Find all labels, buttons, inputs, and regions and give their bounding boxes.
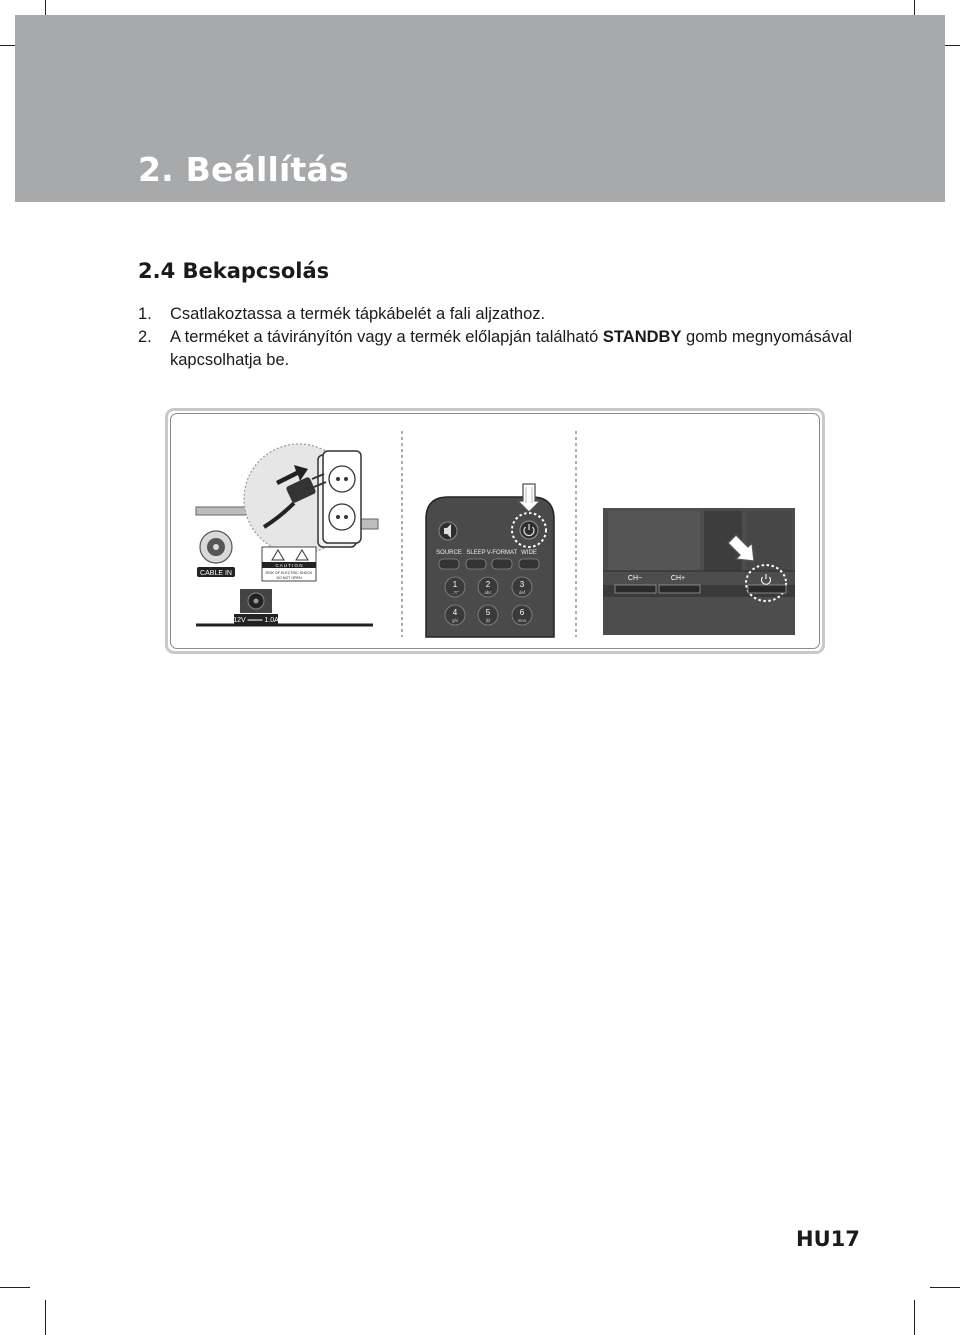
key-5: [478, 605, 498, 625]
remote-power-button-icon: [520, 521, 538, 539]
caution-label: C A U T I O N: [275, 563, 303, 568]
svg-text:2: 2: [485, 580, 491, 589]
caution-line1: RISK OF ELECTRIC SHOCK: [265, 571, 313, 575]
v-format-button: [492, 559, 512, 569]
mute-button-icon: [439, 522, 457, 540]
wall-socket-icon: [318, 451, 361, 547]
wide-label: WIDE: [521, 550, 537, 556]
key-3: [512, 577, 532, 597]
key-6: [512, 605, 532, 625]
caution-line2: DO NOT OPEN: [276, 576, 302, 580]
crop-mark: [930, 1287, 960, 1288]
step-number: 1.: [138, 305, 152, 323]
ch-plus-button: [659, 585, 700, 593]
step-text-part: A terméket a távirányítón vagy a termék előlapján található: [170, 328, 603, 346]
step-text: Csatlakoztassa a termék tápkábelét a fali aljzathoz.: [170, 305, 546, 323]
key-1: [445, 577, 465, 597]
v-format-label: V-FORMAT: [486, 550, 518, 556]
key-4: [445, 605, 465, 625]
crop-mark: [914, 1300, 915, 1335]
svg-text:abc: abc: [484, 590, 492, 595]
remote-control-illustration: [426, 484, 554, 637]
svg-text:1: 1: [452, 580, 458, 589]
svg-text:.,?!": .,?!": [451, 590, 459, 595]
svg-text:5: 5: [485, 608, 491, 617]
page-number: HU17: [796, 1227, 860, 1251]
step-text: [170, 326, 898, 372]
front-panel-illustration: [603, 508, 795, 635]
sleep-button: [466, 559, 486, 569]
crop-mark: [0, 1287, 30, 1288]
cable-in-connector-icon: [197, 531, 235, 577]
step-item: [138, 326, 898, 372]
step-text-part: gomb megnyomásával kapcsolhatja be.: [170, 328, 853, 369]
chapter-title: 2. Beállítás: [138, 150, 349, 189]
dc-power-jack-icon: [233, 589, 279, 624]
sleep-label: SLEEP: [466, 550, 486, 556]
section-title: 2.4 Bekapcsolás: [138, 259, 330, 283]
svg-text:3: 3: [519, 580, 525, 589]
standby-keyword: STANDBY: [602, 328, 682, 346]
standby-button: [748, 585, 786, 593]
power-rating-label: 12V ═══ 1.0A: [233, 617, 279, 624]
steps-list: [138, 303, 898, 372]
source-label: SOURCE: [436, 550, 462, 556]
wide-button: [519, 559, 539, 569]
cable-in-label: CABLE IN: [200, 570, 232, 577]
svg-text:ghi: ghi: [451, 618, 459, 623]
crop-mark: [45, 1300, 46, 1335]
svg-text:jkl: jkl: [485, 618, 491, 623]
step-item: [138, 303, 898, 326]
ch-minus-button: [615, 585, 656, 593]
ch-plus-label: CH+: [670, 575, 686, 582]
step-number: 2.: [138, 328, 152, 346]
illustration-svg: [168, 411, 822, 651]
power-on-illustration: [165, 408, 825, 654]
svg-text:6: 6: [519, 608, 525, 617]
svg-text:mno: mno: [517, 618, 527, 623]
source-button: [439, 559, 459, 569]
caution-label-sticker: [262, 547, 316, 581]
svg-text:4: 4: [452, 608, 458, 617]
key-2: [478, 577, 498, 597]
back-panel-illustration: [196, 444, 378, 625]
ch-minus-label: CH−: [627, 575, 643, 582]
svg-text:def: def: [518, 590, 526, 595]
